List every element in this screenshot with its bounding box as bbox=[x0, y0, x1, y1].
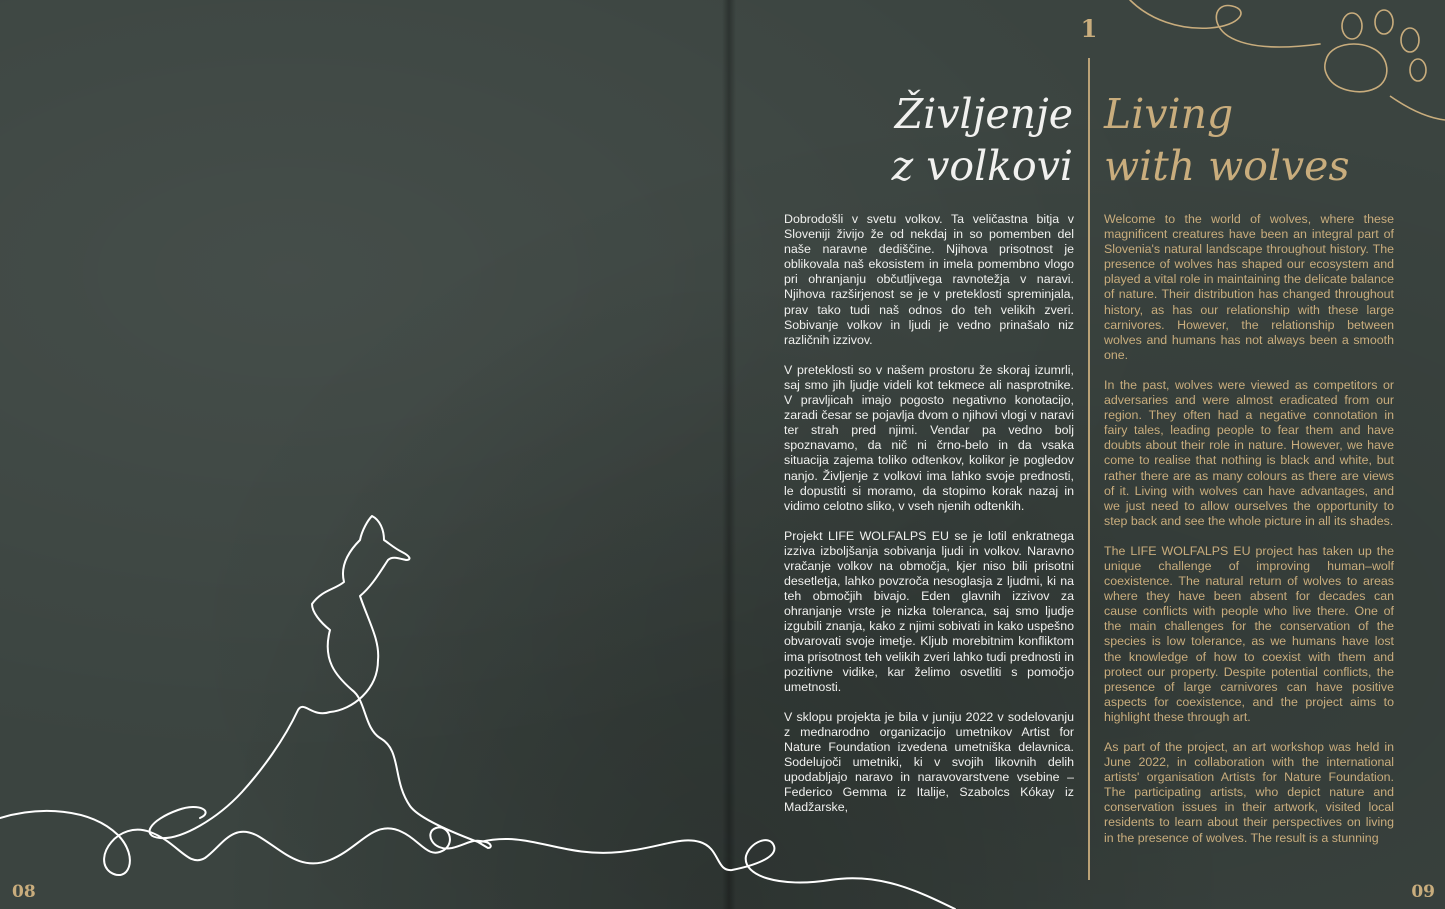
page-number-right: 09 bbox=[1411, 882, 1435, 902]
title-en-line2: with wolves bbox=[1104, 142, 1350, 190]
title-sl-line2: z volkovi bbox=[891, 142, 1073, 190]
title-sl-line1: Življenje bbox=[894, 90, 1073, 138]
paragraph: Dobrodošli v svetu volkov. Ta veličastna bitja v Sloveniji živijo že od nekdaj in so pomemben del naše naravne dediščine. Njihova prisotnost je oblikovala naš ekosistem in imela pomembno vlogo pri ohranjanju občutljivega ravnotežja v naravi. Njihova razširjenost se je v preteklosti spreminjala, prav tako tudi naš odnos do teh velikih zveri. Sobivanje volkov in ljudi je vedno prinašalo niz različnih izzivov. bbox=[784, 212, 1074, 347]
paragraph: In the past, wolves were viewed as competitors or adversaries and were almost eradicated from our region. They often had a negative connotation in fairy tales, leading people to fear them and have doubts about their role in nature. However, we have come to realise that nothing is black and white, but rather there are as many colours as there are views of it. Living with wolves can have advantages, and we just need to allow ourselves the opportunity to step back and see the whole picture in all its shades. bbox=[1104, 377, 1394, 528]
chapter-number: 1 bbox=[1080, 14, 1098, 43]
page-number-left: 08 bbox=[12, 882, 36, 902]
wolf-line-tail bbox=[480, 839, 955, 909]
title-slovenian bbox=[892, 88, 1073, 192]
howling-wolf-line-art-icon bbox=[0, 516, 491, 875]
title-english bbox=[1104, 88, 1349, 192]
body-text-english bbox=[1104, 212, 1394, 861]
paragraph: Welcome to the world of wolves, where these magnificent creatures have been an integral part of Slovenia's natural landscape throughout history. The presence of wolves has shaped our ecosystem and played a vital role in maintaining the delicate balance of nature. Their distribution has changed throughout history, as has our relationship with these large carnivores. However, the relationship between wolves and humans has not always been a smooth one. bbox=[1104, 212, 1394, 362]
paragraph: V preteklosti so v našem prostoru že skoraj izumrli, saj smo jih ljudje videli kot tekmece ali nasprotnike. V pravljicah imajo pogosto negativno konotacijo, zaradi česar se pojavlja dvom o njihovi vlogi v naravi ter strah pred njimi. Vendar pa vedno bolj spoznavamo, da nič ni črno-belo in da vsaka situacija zajema toliko odtenkov, kolikor je pogledov nanjo. Življenje z volkovi ima lahko svoje prednosti, le dopustiti si moramo, da stopimo korak nazaj in vidimo celotno sliko, v vseh njenih odtenkih. bbox=[784, 362, 1074, 513]
title-en-line1: Living bbox=[1104, 90, 1234, 138]
paragraph: V sklopu projekta je bila v juniju 2022 v sodelovanju z mednarodno organizacijo umetnikov Artist for Nature Foundation izvedena umetniška delavnica. Sodelujoči umetniki, ki v svojih likovnih delih upodabljajo naravo in naravovarstvene vsebine – Federico Gemma iz Italije, Szabolcs Kókay iz Madžarske, bbox=[784, 709, 1074, 815]
paragraph: As part of the project, an art workshop was held in June 2022, in collaboration with the international artists' organisation Artists for Nature Foundation. The participating artists, who depict nature and conservation issues in their artwork, visited local residents to learn about their perspectives on living in the presence of wolves. The result is a stunning bbox=[1104, 740, 1394, 845]
paragraph: Projekt LIFE WOLFALPS EU se je lotil enkratnega izziva izboljšanja sobivanja ljudi in volkov. Naravno vračanje volkov na območja, kjer niso bili prisotni desetletja, lahko povzroča nesoglasja z ljudmi, ki na teh območjih bivajo. Eden glavnih izzivov za ohranjanje vrste je nizka toleranca, saj smo ljudje izgubili znanja, kako z njimi sobivati in kako uspešno obvarovati svoje imetje. Kljub morebitnim konfliktom ima prisotnost teh velikih zveri lahko tudi prednosti in pozitivne vidike, kar želimo osvetliti s pomočjo umetnosti. bbox=[784, 528, 1074, 694]
body-text-slovenian bbox=[784, 212, 1074, 830]
paragraph: The LIFE WOLFALPS EU project has taken up the unique challenge of improving human–wolf coexistence. The natural return of wolves to areas where they have been absent for decades can cause conflicts with people who live there. One of the main challenges for the conservation of the species is low tolerance, as we humans have lost the knowledge of how to coexist with them and protect our property. Despite potential conflicts, the presence of large carnivores can have positive aspects for coexistence, and the project aims to highlight these through art. bbox=[1104, 543, 1394, 724]
column-divider bbox=[1088, 58, 1090, 880]
paw-print-line-art-icon bbox=[1130, 0, 1320, 47]
